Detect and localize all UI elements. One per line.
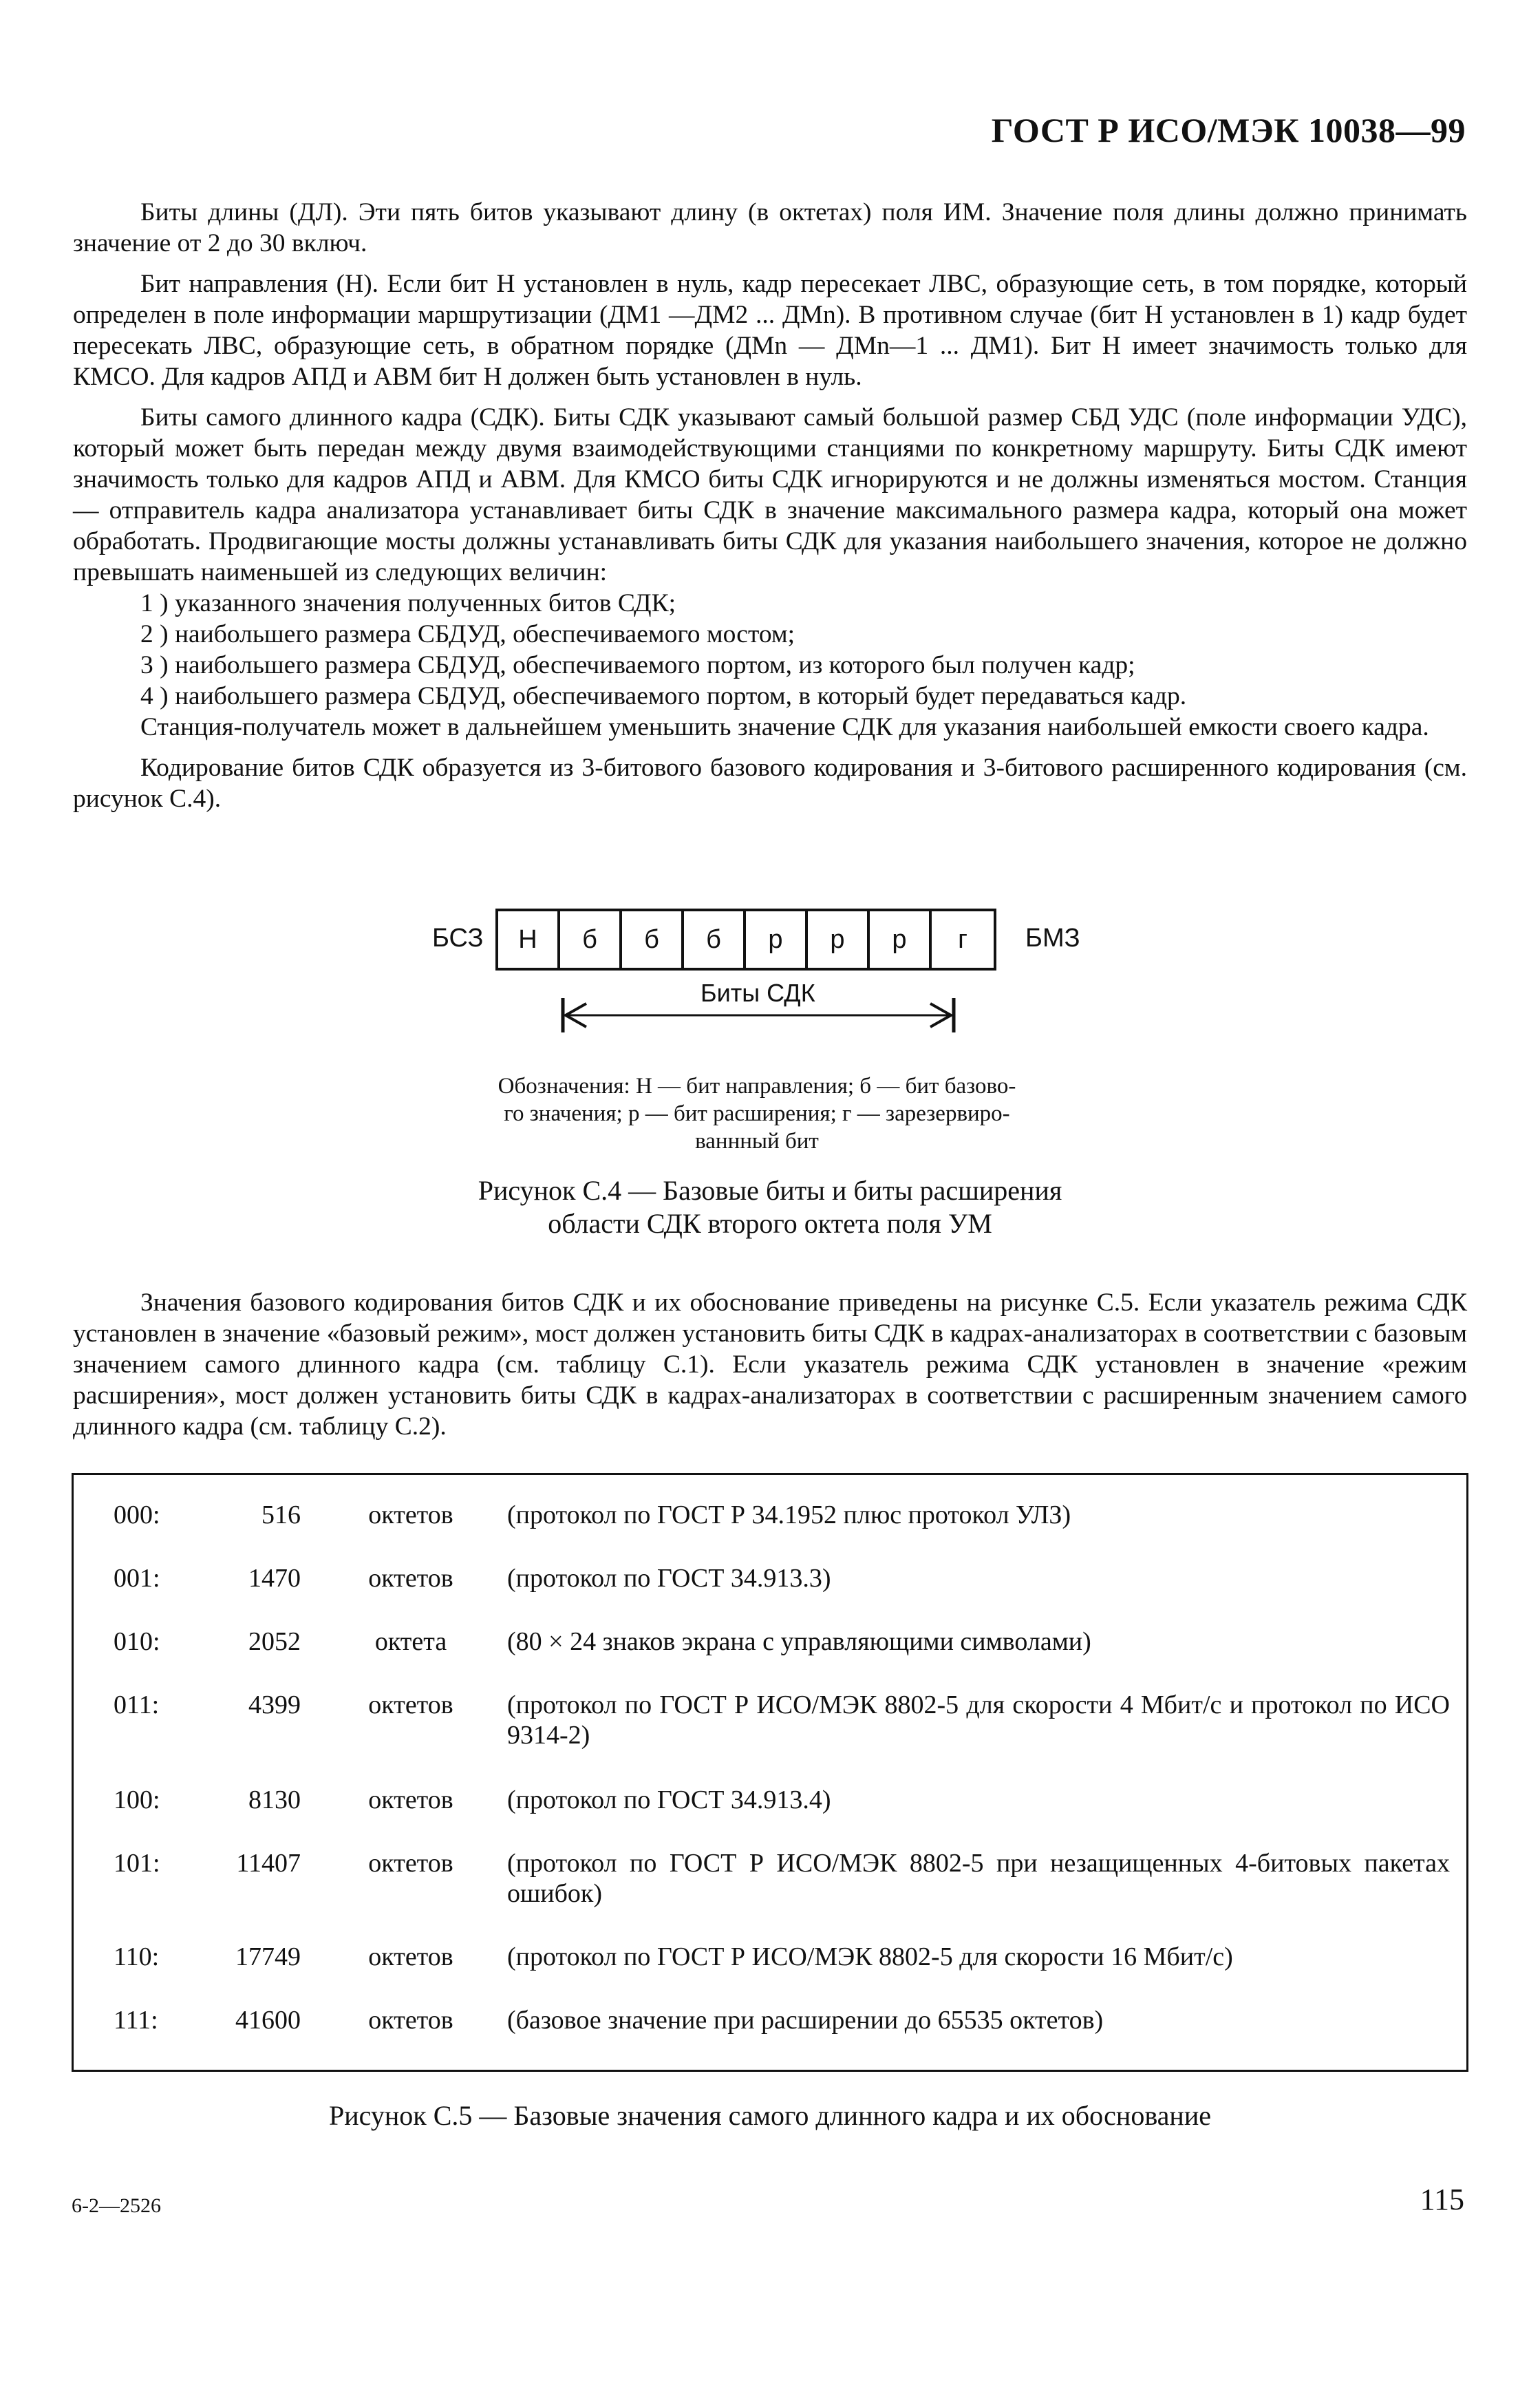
row-unit: октетов bbox=[368, 1849, 453, 1878]
list-item: 3 ) наибольшего размера СБДУД, обеспечиваемого портом, из которого был получен кадр; bbox=[140, 651, 1135, 679]
footer-print-code: 6-2—2526 bbox=[72, 2194, 161, 2217]
row-value: 4399 bbox=[248, 1690, 301, 1719]
caption-line: области СДК второго октета поля УМ bbox=[548, 1208, 992, 1239]
list-item: 2 ) наибольшего размера СБДУД, обеспечиваемого мостом; bbox=[140, 620, 795, 648]
bit-cell: б bbox=[560, 911, 622, 968]
body-text bbox=[73, 197, 1467, 814]
body-text-after-figure bbox=[73, 1287, 1467, 1442]
row-description: (протокол по ГОСТ 34.913.3) bbox=[507, 1564, 831, 1593]
row-value: 8130 bbox=[248, 1785, 301, 1814]
bsz-label: БСЗ bbox=[432, 924, 484, 953]
figure-c4-caption bbox=[0, 1174, 1540, 1240]
row-value: 17749 bbox=[235, 1942, 301, 1971]
row-value: 2052 bbox=[248, 1627, 301, 1656]
paragraph-direction-bit: Бит направления (Н). Если бит Н установлен в нуль, кадр пересекает ЛВС, образующие сеть, в том порядке, который определен в поле информации маршрутизации (ДМ1 —ДМ2 ... ДМn). В противном случае (бит Н установлен в 1) кадр будет пересекать ЛВС, образующие сеть, в обратном порядке (ДМn — ДМn—1 ... ДМ1). Бит Н имеет значимость только для КМСО. Для кадров АПД и АВМ бит Н должен быть установлен в нуль. bbox=[73, 270, 1467, 391]
bit-cell: г bbox=[958, 924, 967, 954]
bit-cell: р bbox=[808, 911, 870, 968]
bit-cell: р bbox=[746, 911, 808, 968]
row-value: 11407 bbox=[236, 1849, 301, 1878]
figure-c5-table bbox=[72, 1473, 1468, 2072]
bit-cell: р bbox=[870, 911, 932, 968]
page-number: 115 bbox=[1420, 2183, 1464, 2216]
bmz-label: БМЗ bbox=[1025, 924, 1080, 953]
paragraph-length-bits: Биты длины (ДЛ). Эти пять битов указывают длину (в октетах) поля ИМ. Значение поля длины должно принимать значение от 2 до 30 включ. bbox=[73, 198, 1467, 257]
row-description: (протокол по ГОСТ 34.913.4) bbox=[507, 1785, 831, 1814]
row-description: (протокол по ГОСТ Р ИСО/МЭК 8802-5 для скорости 4 Мбит/с и протокол по ИСО 9314-2) bbox=[507, 1690, 1450, 1750]
row-description: (протокол по ГОСТ Р 34.1952 плюс протокол УЛЗ) bbox=[507, 1501, 1071, 1529]
row-value: 516 bbox=[261, 1501, 301, 1529]
caption-line: Рисунок С.4 — Базовые биты и биты расширения bbox=[478, 1175, 1062, 1206]
bit-cell: б bbox=[622, 911, 684, 968]
row-description: (базовое значение при расширении до 65535 октетов) bbox=[507, 2006, 1104, 2035]
bit-cell: б bbox=[684, 911, 746, 968]
legend-line: го значения; р — бит расширения; г — зарезервиро- bbox=[504, 1101, 1010, 1126]
row-code: 001: bbox=[114, 1564, 160, 1593]
row-code: 011: bbox=[114, 1690, 160, 1719]
row-unit: октетов bbox=[368, 1942, 453, 1971]
row-value: 41600 bbox=[235, 2006, 301, 2035]
row-code: 101: bbox=[114, 1849, 160, 1878]
row-unit: октетов bbox=[368, 1501, 453, 1529]
row-description: (80 × 24 знаков экрана с управляющими символами) bbox=[507, 1627, 1091, 1656]
span-label: Биты СДК bbox=[695, 979, 821, 1008]
row-unit: октетов bbox=[368, 2006, 453, 2035]
row-description: (протокол по ГОСТ Р ИСО/МЭК 8802-5 для скорости 16 Мбит/с) bbox=[507, 1942, 1233, 1971]
paragraph-encoding: Кодирование битов СДК образуется из 3-битового базового кодирования и 3-битового расширенного кодирования (см. рисунок С.4). bbox=[73, 754, 1467, 813]
row-code: 111: bbox=[114, 2006, 158, 2035]
row-code: 000: bbox=[114, 1501, 160, 1529]
figure-legend bbox=[440, 1072, 1073, 1155]
bit-field bbox=[495, 909, 996, 971]
list-item: 4 ) наибольшего размера СБДУД, обеспечиваемого портом, в который будет передаваться кадр. bbox=[140, 682, 1187, 710]
row-unit: октетов bbox=[368, 1785, 453, 1814]
row-code: 100: bbox=[114, 1785, 160, 1814]
legend-line: ваннный бит bbox=[695, 1129, 819, 1154]
row-unit: октетов bbox=[368, 1564, 453, 1593]
legend-line: Обозначения: Н — бит направления; б — бит базово- bbox=[498, 1074, 1016, 1099]
figure-c5-caption: Рисунок С.5 — Базовые значения самого длинного кадра и их обоснование bbox=[329, 2100, 1211, 2131]
row-unit: октетов bbox=[368, 1690, 453, 1719]
row-code: 010: bbox=[114, 1627, 160, 1656]
row-description: (протокол по ГОСТ Р ИСО/МЭК 8802-5 при незащищенных 4-битовых пакетах ошибок) bbox=[507, 1849, 1450, 1908]
list-item: 1 ) указанного значения полученных битов СДК; bbox=[140, 589, 676, 617]
paragraph-base-values: Значения базового кодирования битов СДК и их обоснование приведены на рисунке С.5. Если указатель режима СДК установлен в значение «базовый режим», мост должен установить биты СДК в кадрах-анализаторах в соответствии с базовым значением самого длинного кадра (см. таблицу С.1). Если указатель режима СДК установлен в значение «режим расширения», мост должен установить биты СДК в кадрах-анализаторах в соответствии с расширенным значением самого длинного кадра (см. таблицу С.2). bbox=[73, 1289, 1467, 1441]
bit-cell: Н bbox=[498, 911, 560, 968]
row-unit: октета bbox=[374, 1627, 447, 1656]
page-header: ГОСТ Р ИСО/МЭК 10038—99 bbox=[991, 111, 1466, 149]
row-code: 110: bbox=[114, 1942, 160, 1971]
paragraph-longest-frame-bits: Биты самого длинного кадра (СДК). Биты СДК указывают самый большой размер СБД УДС (поле информации УДС), который может быть передан между двумя взаимодействующими станциями по конкретному маршруту. Биты СДК имеют значимость только для кадров АПД и АВМ. Для КМСО биты СДК игнорируются и не должны изменяться мостом. Станция — отправитель кадра анализатора устанавливает биты СДК в значение максимального размера кадра, который она может обработать. Продвигающие мосты должны устанавливать биты СДК для указания наибольшего значения, которое не должно превышать наименьшей из следующих величин: bbox=[73, 403, 1467, 586]
paragraph-receiver: Станция-получатель может в дальнейшем уменьшить значение СДК для указания наибольшей емкости своего кадра. bbox=[140, 713, 1429, 741]
row-value: 1470 bbox=[248, 1564, 301, 1593]
